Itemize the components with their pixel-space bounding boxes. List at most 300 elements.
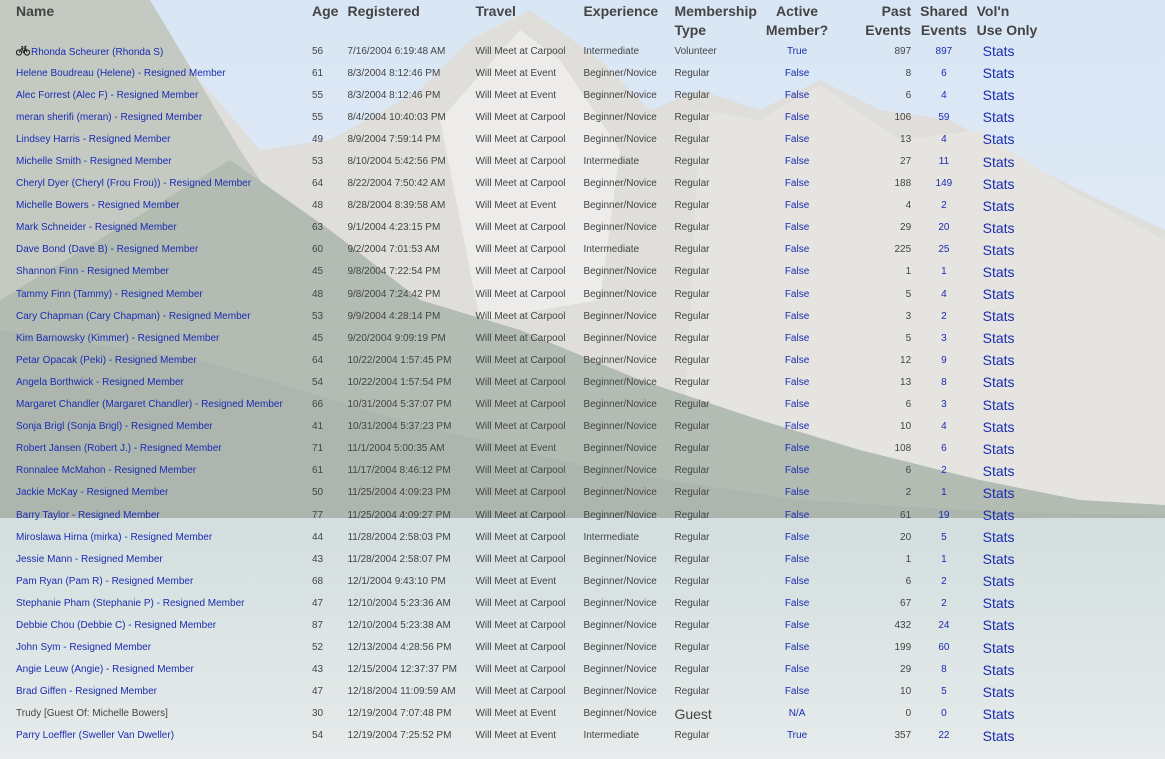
- experience-cell: Beginner/Novice: [583, 288, 657, 300]
- registered-cell: 8/22/2004 7:50:42 AM: [347, 178, 446, 190]
- experience-cell: Beginner/Novice: [583, 376, 657, 388]
- registered-cell: 9/20/2004 9:09:19 PM: [347, 332, 446, 344]
- membership-type-cell: [668, 305, 759, 327]
- membership-type-value: Regular: [674, 553, 710, 565]
- shared-events-link[interactable]: 6: [941, 67, 947, 79]
- shared-events-link[interactable]: 2: [941, 200, 947, 212]
- member-name-cell: [10, 173, 306, 195]
- age-cell: 47: [312, 597, 324, 609]
- shared-events-link[interactable]: 5: [941, 531, 947, 543]
- age-cell: 61: [312, 465, 324, 477]
- active-member-cell: False: [784, 575, 810, 587]
- stats-link[interactable]: Stats: [982, 241, 1015, 258]
- member-name-link[interactable]: Michelle Bowers - Resigned Member: [16, 200, 180, 212]
- active-member-cell: False: [784, 244, 810, 256]
- travel-cell: Will Meet at Carpool: [475, 244, 566, 256]
- experience-cell: Beginner/Novice: [583, 465, 657, 477]
- membership-type-cell: [668, 239, 759, 261]
- member-name-link[interactable]: meran sherifi (meran) - Resigned Member: [16, 111, 203, 123]
- shared-events-link[interactable]: 3: [941, 399, 947, 411]
- member-name-link[interactable]: Tammy Finn (Tammy) - Resigned Member: [16, 288, 203, 300]
- table-row: [10, 637, 1041, 659]
- membership-type-value: Regular: [674, 619, 710, 631]
- member-name-link[interactable]: Pam Ryan (Pam R) - Resigned Member: [16, 575, 194, 587]
- stats-link[interactable]: Stats: [982, 352, 1015, 369]
- shared-events-link[interactable]: 24: [938, 619, 950, 631]
- experience-cell: Beginner/Novice: [583, 686, 657, 698]
- age-cell: 48: [312, 200, 324, 212]
- registered-cell: 11/28/2004 2:58:07 PM: [347, 553, 451, 565]
- member-name-link[interactable]: Rhonda Scheurer (Rhonda S): [31, 46, 164, 58]
- stats-link[interactable]: Stats: [982, 661, 1015, 678]
- past-events-cell: 5: [905, 332, 912, 344]
- shared-events-link[interactable]: 8: [941, 376, 947, 388]
- stats-link[interactable]: Stats: [982, 462, 1015, 479]
- stats-link[interactable]: Stats: [982, 484, 1015, 501]
- stats-link[interactable]: Stats: [982, 727, 1015, 744]
- shared-events-link[interactable]: 1: [941, 553, 947, 565]
- stats-link[interactable]: Stats: [982, 109, 1015, 126]
- column-header-experience[interactable]: Experience: [583, 3, 659, 19]
- membership-type-cell: [668, 62, 759, 84]
- shared-events-link[interactable]: 4: [941, 421, 947, 433]
- shared-events-link[interactable]: 25: [938, 244, 950, 256]
- shared-events-link[interactable]: 20: [938, 222, 950, 234]
- membership-type-cell: [668, 106, 759, 128]
- past-events-cell: 29: [900, 222, 912, 234]
- table-row: [10, 504, 1041, 526]
- past-events-cell: 432: [894, 619, 912, 631]
- stats-link[interactable]: Stats: [982, 507, 1015, 524]
- member-name-cell: [10, 438, 306, 460]
- stats-link[interactable]: Stats: [982, 639, 1015, 656]
- table-header-row: [10, 0, 1041, 40]
- travel-cell: Will Meet at Carpool: [475, 266, 566, 278]
- table-row: [10, 659, 1041, 681]
- past-events-cell: 13: [900, 376, 912, 388]
- table-row: [10, 62, 1041, 84]
- active-member-cell: False: [784, 266, 810, 278]
- member-name-link[interactable]: Michelle Smith - Resigned Member: [16, 156, 172, 168]
- stats-link[interactable]: Stats: [982, 374, 1015, 391]
- member-name-cell: [10, 394, 306, 416]
- member-name-link[interactable]: Sonja Brigl (Sonja Brigl) - Resigned Member: [16, 421, 213, 433]
- experience-cell: Beginner/Novice: [583, 178, 657, 190]
- shared-events-link[interactable]: 5: [941, 686, 947, 698]
- shared-events-link[interactable]: 897: [935, 45, 953, 57]
- table-row: [10, 239, 1041, 261]
- member-name-link[interactable]: Helene Boudreau (Helene) - Resigned Member: [16, 67, 226, 79]
- table-row: [10, 261, 1041, 283]
- membership-type-cell: [668, 570, 759, 592]
- membership-type-value: Regular: [674, 156, 710, 168]
- past-events-cell: 10: [900, 686, 912, 698]
- registered-cell: 8/28/2004 8:39:58 AM: [347, 200, 446, 212]
- column-header-active-member[interactable]: Active Member?: [765, 3, 829, 38]
- membership-type-cell: [668, 526, 759, 548]
- past-events-cell: 6: [905, 575, 912, 587]
- shared-events-link[interactable]: 3: [941, 332, 947, 344]
- stats-link[interactable]: Stats: [982, 617, 1015, 634]
- past-events-cell: 6: [905, 465, 912, 477]
- active-member-cell: False: [784, 376, 810, 388]
- member-name-link[interactable]: Cary Chapman (Cary Chapman) - Resigned Member: [16, 310, 251, 322]
- shared-events-link[interactable]: 11: [938, 156, 950, 168]
- shared-events-link[interactable]: 22: [938, 730, 950, 742]
- past-events-cell: 199: [894, 642, 912, 654]
- stats-link[interactable]: Stats: [982, 65, 1015, 82]
- stats-link[interactable]: Stats: [982, 440, 1015, 457]
- stats-link[interactable]: Stats: [982, 175, 1015, 192]
- stats-link[interactable]: Stats: [982, 573, 1015, 590]
- registered-cell: 10/31/2004 5:37:07 PM: [347, 399, 452, 411]
- column-header-registered[interactable]: Registered: [347, 3, 420, 19]
- stats-link[interactable]: Stats: [982, 529, 1015, 546]
- membership-type-cell: [668, 84, 759, 106]
- travel-cell: Will Meet at Carpool: [475, 310, 566, 322]
- experience-cell: Intermediate: [583, 45, 640, 57]
- travel-cell: Will Meet at Event: [475, 708, 557, 720]
- shared-events-link[interactable]: 1: [941, 266, 947, 278]
- age-cell: 45: [312, 332, 324, 344]
- membership-type-value: Volunteer: [674, 45, 717, 57]
- age-cell: 63: [312, 222, 324, 234]
- registered-cell: 11/28/2004 2:58:03 PM: [347, 531, 451, 543]
- table-row: [10, 349, 1041, 371]
- shared-events-link[interactable]: 149: [935, 178, 953, 190]
- member-name-cell: [10, 349, 306, 371]
- member-name-cell: [10, 62, 306, 84]
- member-name-cell: [10, 239, 306, 261]
- shared-events-link[interactable]: 4: [941, 133, 947, 145]
- membership-type-cell: [668, 217, 759, 239]
- membership-type-cell: [668, 548, 759, 570]
- membership-type-value: Regular: [674, 244, 710, 256]
- experience-cell: Beginner/Novice: [583, 399, 657, 411]
- membership-type-value: Regular: [674, 67, 710, 79]
- member-name-link[interactable]: Debbie Chou (Debbie C) - Resigned Member: [16, 619, 217, 631]
- table-row: [10, 40, 1041, 62]
- past-events-cell: 1: [905, 553, 912, 565]
- stats-link[interactable]: Stats: [982, 330, 1015, 347]
- registered-cell: 9/1/2004 4:23:15 PM: [347, 222, 441, 234]
- experience-cell: Beginner/Novice: [583, 443, 657, 455]
- registered-cell: 8/3/2004 8:12:46 PM: [347, 89, 441, 101]
- active-member-cell: False: [784, 178, 810, 190]
- member-name-cell: [10, 681, 306, 703]
- member-name-link[interactable]: Shannon Finn - Resigned Member: [16, 266, 169, 278]
- registered-cell: 12/10/2004 5:23:36 AM: [347, 597, 451, 609]
- membership-type-value: Regular: [674, 288, 710, 300]
- stats-link[interactable]: Stats: [982, 595, 1015, 612]
- member-name-link[interactable]: Ronnalee McMahon - Resigned Member: [16, 465, 197, 477]
- registered-cell: 10/22/2004 1:57:45 PM: [347, 354, 452, 366]
- past-events-cell: 6: [905, 399, 912, 411]
- member-name-link[interactable]: Cheryl Dyer (Cheryl (Frou Frou)) - Resigned Member: [16, 178, 252, 190]
- past-events-cell: 106: [894, 111, 912, 123]
- membership-type-value: Guest: [674, 705, 712, 722]
- member-name-cell: [10, 128, 306, 150]
- active-member-cell: False: [784, 443, 810, 455]
- membership-type-cell: [668, 438, 759, 460]
- experience-cell: Beginner/Novice: [583, 133, 657, 145]
- travel-cell: Will Meet at Event: [475, 575, 557, 587]
- stats-link[interactable]: Stats: [982, 87, 1015, 104]
- column-header-name[interactable]: Name: [16, 3, 55, 19]
- past-events-cell: 5: [905, 288, 912, 300]
- experience-cell: Beginner/Novice: [583, 111, 657, 123]
- member-name-link[interactable]: Barry Taylor - Resigned Member: [16, 509, 160, 521]
- column-header-voln-use-only[interactable]: Vol'n Use Only: [976, 3, 1038, 38]
- membership-type-cell: [668, 416, 759, 438]
- age-cell: 61: [312, 67, 324, 79]
- table-row: [10, 371, 1041, 393]
- travel-cell: Will Meet at Carpool: [475, 111, 566, 123]
- member-name-cell: [10, 217, 306, 239]
- travel-cell: Will Meet at Carpool: [475, 642, 566, 654]
- active-member-cell: False: [784, 642, 810, 654]
- column-header-age[interactable]: Age: [312, 3, 339, 19]
- age-cell: 66: [312, 399, 324, 411]
- table-row: [10, 703, 1041, 725]
- membership-type-value: Regular: [674, 509, 710, 521]
- shared-events-link[interactable]: 2: [941, 597, 947, 609]
- stats-link[interactable]: Stats: [982, 197, 1015, 214]
- travel-cell: Will Meet at Carpool: [475, 487, 566, 499]
- shared-events-link[interactable]: 2: [941, 465, 947, 477]
- membership-type-value: Regular: [674, 597, 710, 609]
- column-header-travel[interactable]: Travel: [475, 3, 516, 19]
- table-row: [10, 173, 1041, 195]
- member-name-link[interactable]: Dave Bond (Dave B) - Resigned Member: [16, 244, 199, 256]
- member-name-link[interactable]: Angie Leuw (Angie) - Resigned Member: [16, 664, 194, 676]
- registered-cell: 7/16/2004 6:19:48 AM: [347, 45, 446, 57]
- membership-type-value: Regular: [674, 487, 710, 499]
- shared-events-link[interactable]: 4: [941, 288, 947, 300]
- member-name-cell: [10, 371, 306, 393]
- shared-events-link[interactable]: 19: [938, 509, 950, 521]
- shared-events-link[interactable]: 2: [941, 310, 947, 322]
- registered-cell: 12/19/2004 7:07:48 PM: [347, 708, 452, 720]
- membership-type-value: Regular: [674, 133, 710, 145]
- member-name-cell: [10, 327, 306, 349]
- table-row: [10, 681, 1041, 703]
- age-cell: 50: [312, 487, 324, 499]
- past-events-cell: 27: [900, 156, 912, 168]
- member-name-cell: [10, 725, 306, 747]
- registered-cell: 11/17/2004 8:46:12 PM: [347, 465, 451, 477]
- membership-type-cell: [668, 592, 759, 614]
- travel-cell: Will Meet at Carpool: [475, 553, 566, 565]
- table-row: [10, 570, 1041, 592]
- table-row: [10, 592, 1041, 614]
- stats-link[interactable]: Stats: [982, 219, 1015, 236]
- member-name-link[interactable]: Robert Jansen (Robert J.) - Resigned Member: [16, 443, 222, 455]
- age-cell: 54: [312, 376, 324, 388]
- active-member-cell: False: [784, 156, 810, 168]
- active-member-cell: False: [784, 111, 810, 123]
- experience-cell: Beginner/Novice: [583, 266, 657, 278]
- experience-cell: Beginner/Novice: [583, 354, 657, 366]
- shared-events-link[interactable]: 0: [941, 708, 947, 720]
- age-cell: 55: [312, 89, 324, 101]
- member-name-link[interactable]: Kim Barnowsky (Kimmer) - Resigned Member: [16, 332, 220, 344]
- membership-type-value: Regular: [674, 531, 710, 543]
- past-events-cell: 4: [905, 200, 912, 212]
- past-events-cell: 108: [894, 443, 912, 455]
- past-events-cell: 61: [900, 509, 912, 521]
- stats-link[interactable]: Stats: [982, 153, 1015, 170]
- registered-cell: 10/22/2004 1:57:54 PM: [347, 376, 452, 388]
- active-member-cell: True: [786, 45, 808, 57]
- shared-events-link[interactable]: 59: [938, 111, 950, 123]
- shared-events-link[interactable]: 1: [941, 487, 947, 499]
- travel-cell: Will Meet at Carpool: [475, 354, 566, 366]
- stats-link[interactable]: Stats: [982, 418, 1015, 435]
- member-name-link[interactable]: Angela Borthwick - Resigned Member: [16, 376, 184, 388]
- past-events-cell: 1: [905, 266, 912, 278]
- registered-cell: 11/25/2004 4:09:27 PM: [347, 509, 451, 521]
- shared-events-link[interactable]: 2: [941, 575, 947, 587]
- member-name-cell: [10, 305, 306, 327]
- table-row: [10, 416, 1041, 438]
- membership-type-value: Regular: [674, 642, 710, 654]
- table-row: [10, 460, 1041, 482]
- table-row: [10, 438, 1041, 460]
- active-member-cell: False: [784, 399, 810, 411]
- stats-link[interactable]: Stats: [982, 683, 1015, 700]
- registered-cell: 12/19/2004 7:25:52 PM: [347, 730, 452, 742]
- table-row: [10, 195, 1041, 217]
- stats-link[interactable]: Stats: [982, 551, 1015, 568]
- members-table-body: [10, 40, 1041, 747]
- member-name-link[interactable]: John Sym - Resigned Member: [16, 642, 152, 654]
- membership-type-cell: [668, 637, 759, 659]
- travel-cell: Will Meet at Event: [475, 200, 557, 212]
- stats-link[interactable]: Stats: [982, 43, 1015, 60]
- shared-events-link[interactable]: 4: [941, 89, 947, 101]
- stats-link[interactable]: Stats: [982, 263, 1015, 280]
- member-name-cell: [10, 460, 306, 482]
- member-name-link[interactable]: Stephanie Pham (Stephanie P) - Resigned Member: [16, 597, 245, 609]
- shared-events-link[interactable]: 8: [941, 664, 947, 676]
- age-cell: 64: [312, 354, 324, 366]
- active-member-cell: False: [784, 465, 810, 477]
- member-name-link[interactable]: Miroslawa Hirna (mirka) - Resigned Member: [16, 531, 213, 543]
- past-events-cell: 0: [905, 708, 912, 720]
- age-cell: 55: [312, 111, 324, 123]
- active-member-cell: False: [784, 67, 810, 79]
- experience-cell: Beginner/Novice: [583, 487, 657, 499]
- member-name-link[interactable]: Mark Schneider - Resigned Member: [16, 222, 177, 234]
- membership-type-cell: [668, 681, 759, 703]
- age-cell: 68: [312, 575, 324, 587]
- past-events-cell: 12: [900, 354, 912, 366]
- member-name-cell: [10, 261, 306, 283]
- member-name-link[interactable]: Parry Loeffler (Sweller Van Dweller): [16, 730, 175, 742]
- member-name-link[interactable]: Jessie Mann - Resigned Member: [16, 553, 163, 565]
- shared-events-link[interactable]: 9: [941, 354, 947, 366]
- member-name-link[interactable]: Jackie McKay - Resigned Member: [16, 487, 169, 499]
- table-row: [10, 283, 1041, 305]
- shared-events-link[interactable]: 6: [941, 443, 947, 455]
- member-name-link[interactable]: Petar Opacak (Peki) - Resigned Member: [16, 354, 197, 366]
- membership-type-value: Regular: [674, 686, 710, 698]
- member-name-link[interactable]: Alec Forrest (Alec F) - Resigned Member: [16, 89, 199, 101]
- past-events-cell: 13: [900, 133, 912, 145]
- shared-events-link[interactable]: 60: [938, 642, 950, 654]
- travel-cell: Will Meet at Event: [475, 730, 557, 742]
- registered-cell: 10/31/2004 5:37:23 PM: [347, 421, 452, 433]
- active-member-cell: False: [784, 686, 810, 698]
- membership-type-cell: [668, 327, 759, 349]
- membership-type-cell: [668, 482, 759, 504]
- membership-type-cell: [668, 394, 759, 416]
- stats-link[interactable]: Stats: [982, 396, 1015, 413]
- member-name-link[interactable]: Lindsey Harris - Resigned Member: [16, 133, 171, 145]
- table-row: [10, 394, 1041, 416]
- registered-cell: 9/8/2004 7:24:42 PM: [347, 288, 441, 300]
- membership-type-value: Regular: [674, 266, 710, 278]
- travel-cell: Will Meet at Event: [475, 89, 557, 101]
- table-row: [10, 217, 1041, 239]
- registered-cell: 12/10/2004 5:23:38 AM: [347, 619, 451, 631]
- table-row: [10, 725, 1041, 747]
- past-events-cell: 20: [900, 531, 912, 543]
- membership-type-value: Regular: [674, 664, 710, 676]
- travel-cell: Will Meet at Event: [475, 443, 557, 455]
- stats-link[interactable]: Stats: [982, 705, 1015, 722]
- table-row: [10, 614, 1041, 636]
- past-events-cell: 188: [894, 178, 912, 190]
- member-name-cell: [10, 106, 306, 128]
- registered-cell: 11/1/2004 5:00:35 AM: [347, 443, 445, 455]
- age-cell: 48: [312, 288, 324, 300]
- column-header-shared-events[interactable]: Shared Events: [920, 3, 968, 38]
- experience-cell: Beginner/Novice: [583, 421, 657, 433]
- membership-type-cell: [668, 614, 759, 636]
- column-header-past-events[interactable]: Past Events: [865, 3, 912, 38]
- age-cell: 47: [312, 686, 324, 698]
- membership-type-value: Regular: [674, 332, 710, 344]
- experience-cell: Beginner/Novice: [583, 597, 657, 609]
- member-name-link[interactable]: Brad Giffen - Resigned Member: [16, 686, 157, 698]
- member-name-cell: [10, 283, 306, 305]
- member-name-link[interactable]: Margaret Chandler (Margaret Chandler) - Resigned Member: [16, 399, 283, 411]
- table-row: [10, 305, 1041, 327]
- membership-type-value: Regular: [674, 89, 710, 101]
- experience-cell: Beginner/Novice: [583, 332, 657, 344]
- membership-type-cell: [668, 703, 759, 725]
- travel-cell: Will Meet at Event: [475, 67, 557, 79]
- experience-cell: Intermediate: [583, 156, 640, 168]
- stats-link[interactable]: Stats: [982, 286, 1015, 303]
- active-member-cell: False: [784, 619, 810, 631]
- experience-cell: Intermediate: [583, 244, 640, 256]
- age-cell: 54: [312, 730, 324, 742]
- member-name-cell: [10, 570, 306, 592]
- member-name-cell: [10, 40, 306, 62]
- membership-type-value: Regular: [674, 730, 710, 742]
- stats-link[interactable]: Stats: [982, 131, 1015, 148]
- travel-cell: Will Meet at Carpool: [475, 222, 566, 234]
- active-member-cell: False: [784, 487, 810, 499]
- active-member-cell: False: [784, 222, 810, 234]
- column-header-membership-type[interactable]: Membership Type: [674, 3, 757, 38]
- membership-type-cell: [668, 128, 759, 150]
- stats-link[interactable]: Stats: [982, 308, 1015, 325]
- active-member-cell: False: [784, 89, 810, 101]
